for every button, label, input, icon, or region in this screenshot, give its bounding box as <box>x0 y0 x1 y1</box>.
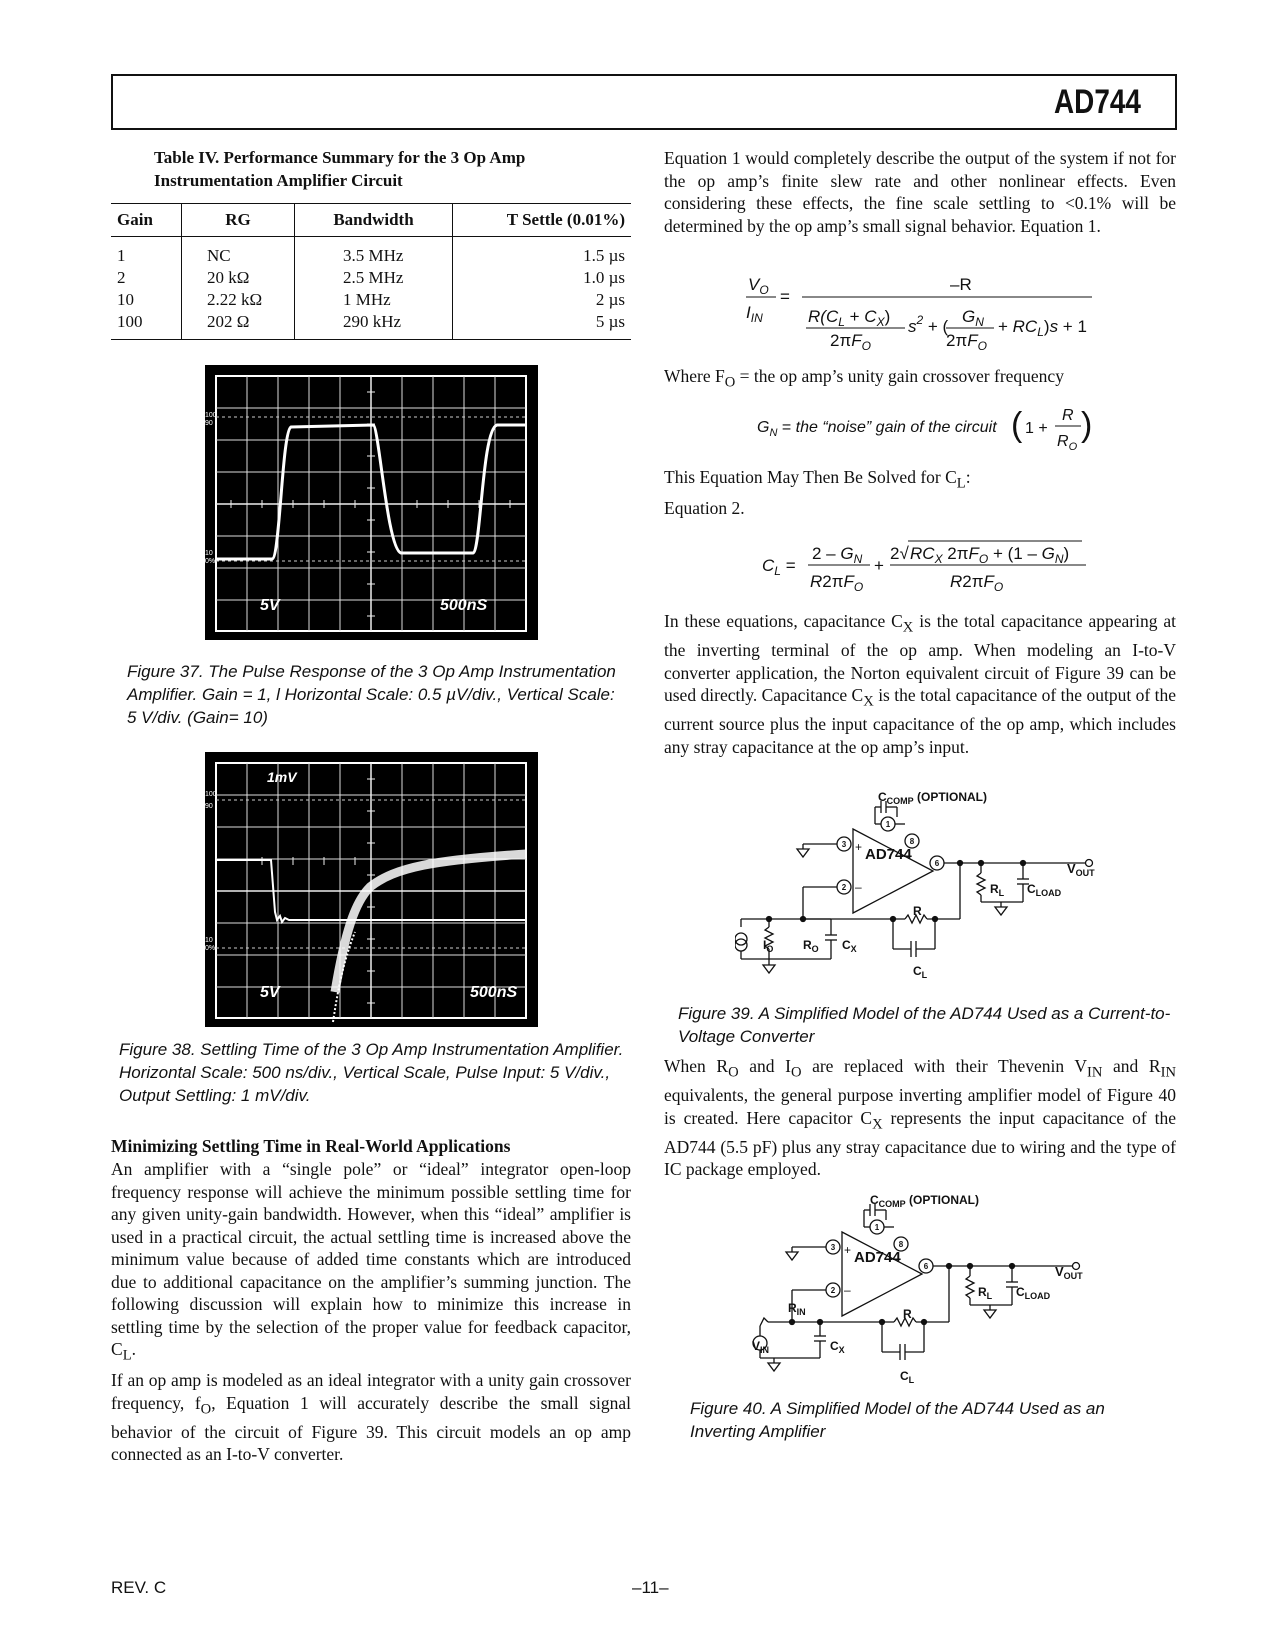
subscript: L <box>122 1347 132 1364</box>
fig40-rl-label: $R_L$ <box>978 1285 993 1301</box>
col-header-gain: Gain <box>111 204 182 237</box>
fig39-rl-label: $R_L$ <box>990 882 1005 898</box>
gn-definition-equation <box>755 400 1095 455</box>
fig40-vout-label: $V_{OUT}$ <box>1055 1264 1083 1281</box>
thevenin-paragraph <box>664 1055 1176 1181</box>
text-run: An amplifier with a “single pole” or “ideal” integrator open-loop frequency response will achieve the minimum possible settling time for any given unity-gain bandwidth. However, when this “ideal” amplifier is used in a practical circuit, the actual settling time is increased above the minimum value because of added time constants which are introduced due to additional capacitance on the amplifier’s summing junction. The following discussion will explain how to minimize this increase in settling time by the selection of the proper value for feedback capacitor, C <box>111 1159 631 1359</box>
fig39-pin8: 8 <box>909 837 915 846</box>
table-cell: 20 kΩ <box>182 267 295 289</box>
table-cell: 1.5 µs <box>583 246 625 265</box>
page-number: –11– <box>632 1578 669 1597</box>
text-run: and I <box>738 1056 791 1076</box>
fig38-marker-0: 0% <box>205 945 216 952</box>
fig40-pin6: 6 <box>923 1262 929 1271</box>
svg-text:GN = the “noise” gain of the c: $G_N$ = the “noise” gain of the circuit <box>757 419 997 439</box>
fig37-scope-trace <box>205 365 538 640</box>
fig40-r-label: R <box>903 1307 912 1321</box>
svg-text:IIN: $I_{IN}$ <box>746 303 763 325</box>
table-cell: 1.0 µs <box>583 268 625 287</box>
equation-2 <box>760 535 1100 600</box>
fig40-pin2: 2 <box>830 1286 836 1295</box>
section-heading: Minimizing Settling Time in Real-World Applications <box>111 1136 511 1156</box>
text-run: equivalents, the general purpose inverting amplifier model of Figure 40 is created. Here capacitor C <box>664 1085 1176 1128</box>
svg-text:R(CL + CX): $R(C_L + C_X)$ <box>808 307 891 329</box>
fig40-rin-label: $R_{IN}$ <box>788 1301 806 1317</box>
fig39-caption: Figure 39. A Simplified Model of the AD744 Used as a Current-to-Voltage Converter <box>678 1004 1171 1046</box>
fig38-mv-label: 1mV <box>267 769 297 785</box>
col-header-tsettle: T Settle (0.01%) <box>453 204 632 237</box>
svg-text:(: ( <box>1011 406 1023 444</box>
svg-text:–: – <box>844 1283 851 1297</box>
fig37-marker-10: 10 <box>205 550 213 557</box>
table-cell: 2 µs <box>595 290 625 309</box>
text-run: If an op amp is modeled as an ideal integrator with a unity gain crossover frequency, f <box>111 1370 631 1413</box>
fig39-pin3: 3 <box>841 840 847 849</box>
fig37-marker-0: 0% <box>205 558 216 565</box>
svg-text:R2πFO: $R2\pi F_O$ <box>950 572 1004 594</box>
fig37-marker-90: 90 <box>205 420 213 427</box>
table-cell: 1 <box>111 237 182 268</box>
subscript: IN <box>1160 1064 1176 1081</box>
text-run: represents the input capacitance of the AD744 (5.5 pF) plus any stray capacitance due to wiring and the type of IC package employed. <box>664 1107 1176 1179</box>
table-cell: 2.5 MHz <box>295 267 453 289</box>
svg-text:=: = <box>780 287 790 306</box>
table-cell: NC <box>182 237 295 268</box>
fig39-pin2: 2 <box>841 883 847 892</box>
svg-text:+ RCL)s + 1: + $RC_L)s + 1$ <box>998 317 1087 339</box>
text-run: , Equation 1 will accurately describe the small signal behavior of the circuit of Figure 39. This circuit models an op amp connected as an I-to-V converter. <box>111 1392 631 1464</box>
table-row <box>111 311 631 340</box>
text-run: = the op amp’s unity gain crossover frequency <box>735 366 1064 386</box>
fig37-marker-100: 100 <box>205 412 217 419</box>
fig39-pin6: 6 <box>934 859 940 868</box>
svg-text:2πFO: $2\pi F_O$ <box>946 331 987 352</box>
svg-text:RO: $R_O$ <box>1057 433 1078 453</box>
fig39-io-label: $I_O$ <box>763 938 774 954</box>
table-cell: 2 <box>111 267 182 289</box>
subscript: X <box>902 619 914 636</box>
text-run: In these equations, capacitance C <box>664 611 903 631</box>
header-box <box>111 74 1177 130</box>
fig40-ccomp-label: $C_{COMP}$ (OPTIONAL) <box>870 1193 980 1209</box>
svg-text:2√: 2√ <box>890 544 909 563</box>
part-number-title: AD744 <box>1054 83 1141 121</box>
fig38-caption: Figure 38. Settling Time of the 3 Op Amp Instrumentation Amplifier. Horizontal Scale: 500 ns/div., Vertical Scale, Pulse Input: 5 V/div., Output Settling: 1 mV/div. <box>119 1040 624 1105</box>
solve-for-cl-line <box>664 466 1176 495</box>
svg-text:RCX 2πFO + (1 – GN): $RC_X$ $2\pi F_O + (1 - G_N)$ <box>910 544 1070 566</box>
text-run: Where F <box>664 366 725 386</box>
text-run: : <box>965 467 971 487</box>
table-row <box>111 289 631 311</box>
svg-text:–R: –R <box>950 275 972 294</box>
table-cell: 202 Ω <box>182 311 295 340</box>
table-header-row <box>111 204 631 237</box>
subscript: X <box>872 1116 883 1132</box>
table-caption: Table IV. Performance Summary for the 3 Op Amp Instrumentation Amplifier Circuit <box>154 148 526 190</box>
fig39-vout-label: $V_{OUT}$ <box>1067 861 1095 878</box>
fig37-time-label: 500nS <box>440 597 488 614</box>
fig39-chip-label: AD744 <box>865 846 912 863</box>
fig40-pin8: 8 <box>898 1240 904 1249</box>
capacitance-paragraph <box>664 610 1176 758</box>
svg-text:2 – GN: $2 - G_N$ <box>812 544 863 566</box>
text-run: When R <box>664 1056 729 1076</box>
where-fo-line <box>664 365 1176 394</box>
svg-text:CL =: $C_L$ = <box>762 556 796 578</box>
fig39-ro-label: $R_O$ <box>803 938 819 954</box>
col-header-bandwidth: Bandwidth <box>295 204 453 237</box>
fig38-marker-10: 10 <box>205 937 213 944</box>
svg-text:R: R <box>1062 407 1074 424</box>
subscript: X <box>863 693 874 710</box>
fig37-caption: Figure 37. The Pulse Response of the 3 Op Amp Instrumentation Amplifier. Gain = 1, l Horizontal Scale: 0.5 µV/div., Vertical Scale: 5 V/div. (Gain= 10) <box>127 662 616 727</box>
svg-text:2πFO: $2\pi F_O$ <box>830 331 871 352</box>
svg-text:GN: $G_N$ <box>962 307 984 329</box>
svg-text:–: – <box>855 880 862 894</box>
table-row <box>111 267 631 289</box>
fig38-marker-100: 100 <box>205 791 217 798</box>
revision-label: REV. C <box>111 1578 167 1597</box>
text-run: This Equation May Then Be Solved for C <box>664 467 957 487</box>
fig38-marker-90: 90 <box>205 803 213 810</box>
svg-text:1 +: 1 + <box>1025 420 1048 437</box>
fig40-chip-label: AD744 <box>854 1249 901 1266</box>
text-run: . <box>131 1339 136 1359</box>
fig39-pin1: 1 <box>885 820 891 829</box>
fig39-cl-label: $C_L$ <box>913 964 928 980</box>
subscript: O <box>724 374 736 391</box>
fig40-cload-label: $C_{LOAD}$ <box>1016 1285 1051 1301</box>
subscript: O <box>728 1064 739 1081</box>
equation-2-label: Equation 2. <box>664 498 745 518</box>
fig39-cx-label: $C_X$ <box>842 938 857 954</box>
fig40-cx-label: $C_X$ <box>830 1339 845 1355</box>
table-row <box>111 237 631 268</box>
text-run: is the total capacitance appearing at the inverting terminal of the op amp. When modeling an I-to-V converter application, the Norton equivalent circuit of Figure 39 can be used directly. Capacitance C <box>664 611 1177 705</box>
left-paragraph-1 <box>111 1158 631 1367</box>
svg-text:VO: $V_O$ <box>748 275 769 297</box>
fig38-volts-label: 5V <box>260 984 280 1001</box>
svg-text:+: + <box>855 840 863 854</box>
fig38-time-label: 500nS <box>470 984 518 1001</box>
performance-table <box>111 203 631 340</box>
table-cell: 2.22 kΩ <box>182 289 295 311</box>
svg-text:R2πFO: $R2\pi F_O$ <box>810 572 864 594</box>
fig38-oscilloscope <box>205 752 538 1027</box>
text-run: and R <box>1102 1056 1161 1076</box>
col-header-rg: RG <box>182 204 295 237</box>
subscript: O <box>200 1401 212 1417</box>
fig40-cl-label: $C_L$ <box>900 1369 915 1385</box>
left-paragraph-2 <box>111 1369 631 1466</box>
fig39-ccomp-label: $C_{COMP}$ (OPTIONAL) <box>878 790 988 806</box>
fig39-schematic <box>735 787 1105 987</box>
fig40-pin1: 1 <box>874 1223 880 1232</box>
text-run: are replaced with their Thevenin V <box>801 1056 1088 1076</box>
table-cell: 100 <box>111 311 182 340</box>
fig39-r-label: R <box>913 904 922 918</box>
subscript: O <box>790 1064 802 1081</box>
fig40-caption: Figure 40. A Simplified Model of the AD744 Used as an Inverting Amplifier <box>690 1399 1105 1441</box>
table-cell: 1 MHz <box>295 289 453 311</box>
svg-text:): ) <box>1081 406 1093 444</box>
text-run: is the total capacitance of the output of the current source plus the input capacitance of the op amp, which includes any stray capacitance at the op amp’s input. <box>664 685 1177 757</box>
table-cell: 3.5 MHz <box>295 237 453 268</box>
fig37-volts-label: 5V <box>260 597 280 614</box>
equation-1 <box>740 272 1100 352</box>
table-cell: 290 kHz <box>295 311 453 340</box>
fig38-scope-trace <box>205 752 538 1027</box>
svg-text:+: + <box>844 1243 852 1257</box>
table-cell: 10 <box>111 289 182 311</box>
fig40-schematic <box>750 1190 1100 1390</box>
fig37-oscilloscope <box>205 365 538 640</box>
right-intro-paragraph: Equation 1 would completely describe the output of the system if not for the op amp’s finite slew rate and other nonlinear effects. Even considering these effects, the fine scale settling to <0.1% will be determined by the op amp’s small signal behavior. Equation 1. <box>664 148 1176 236</box>
table-cell: 5 µs <box>453 311 632 340</box>
subscript: IN <box>1087 1064 1103 1081</box>
fig40-pin3: 3 <box>830 1243 836 1252</box>
svg-text:+: + <box>874 556 884 575</box>
subscript: L <box>956 475 966 492</box>
fig39-cload-label: $C_{LOAD}$ <box>1027 882 1062 898</box>
fig40-vin-label: $V_{IN}$ <box>752 1339 770 1355</box>
svg-text:s2 + (: $s^2$ + ( <box>908 313 949 336</box>
